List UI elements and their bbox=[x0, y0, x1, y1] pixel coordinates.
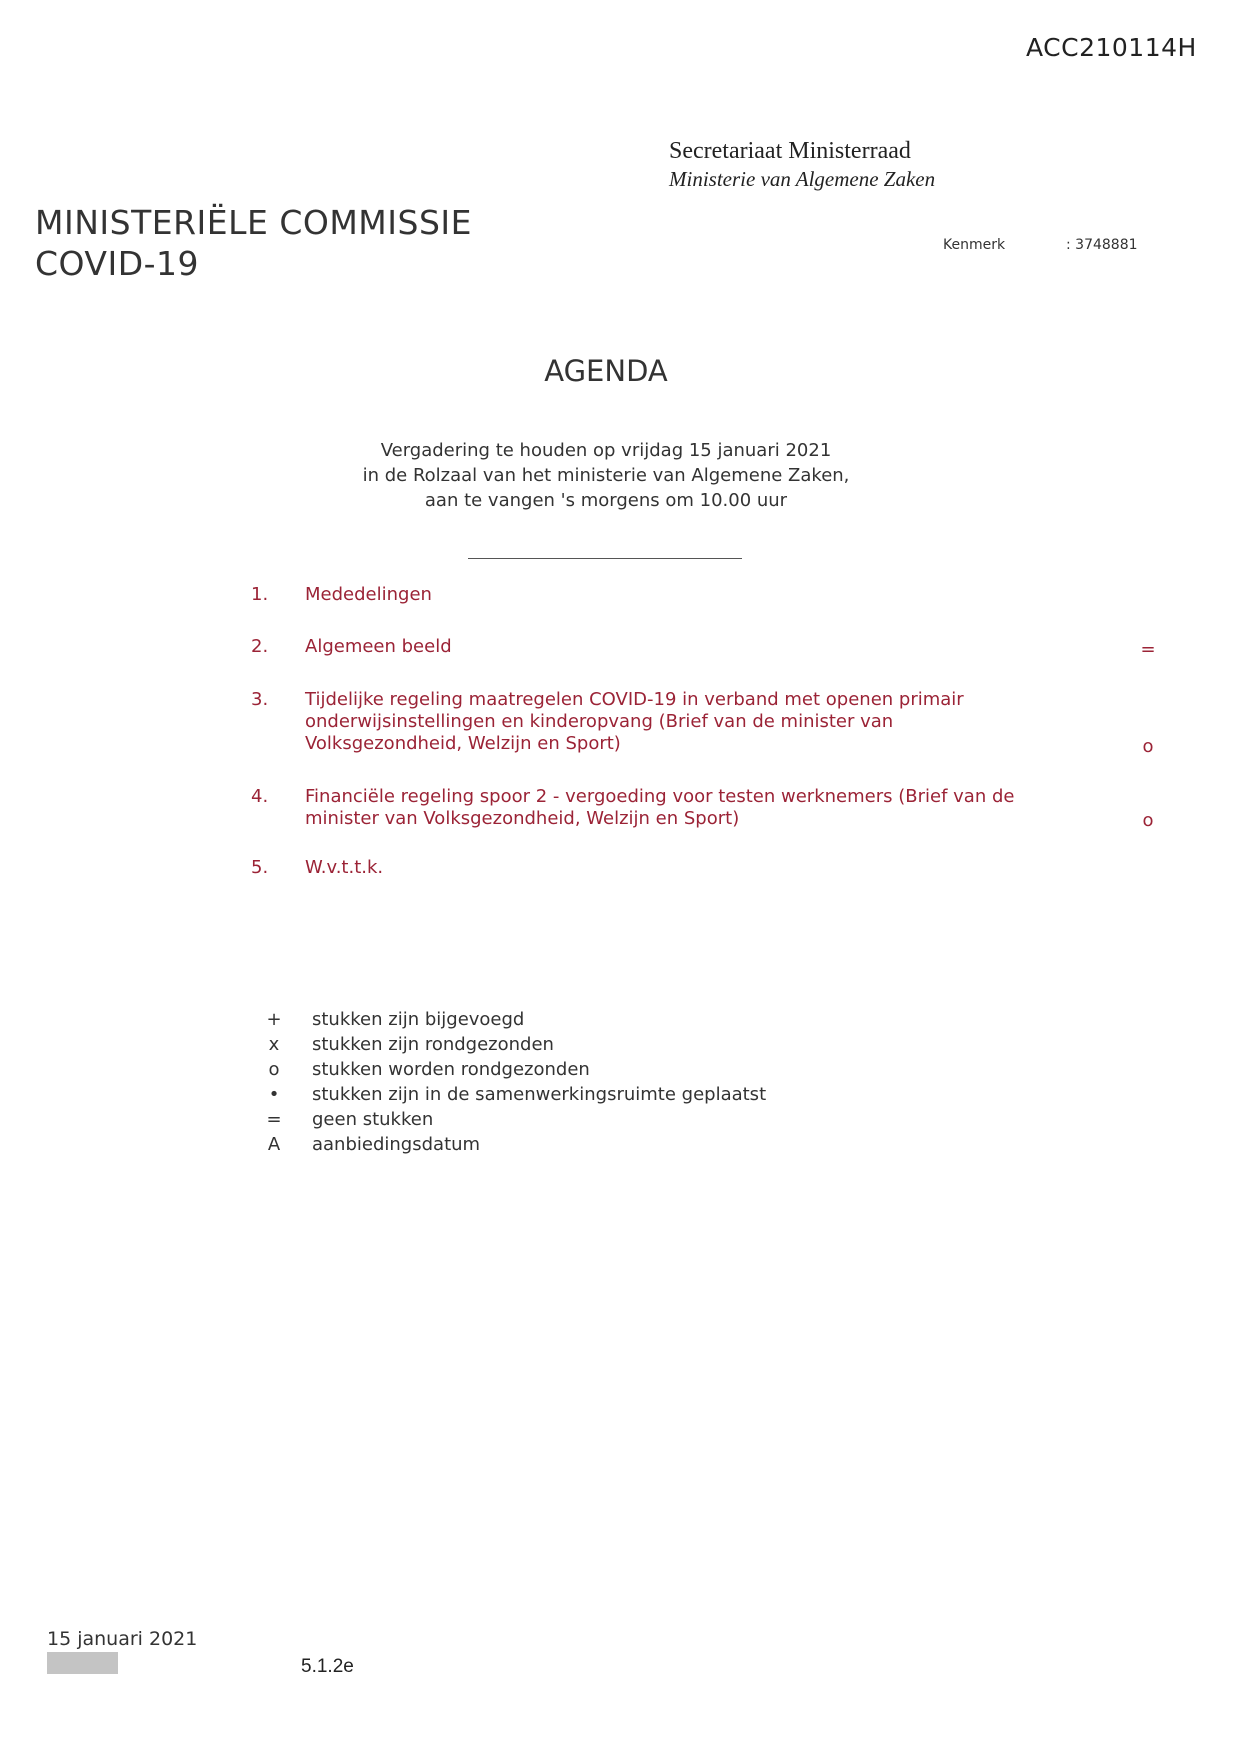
legend-row bbox=[0, 1009, 900, 1034]
reference-value: : 3748881 bbox=[1066, 237, 1138, 253]
agenda-item-number: 2. bbox=[251, 636, 269, 657]
agenda-item-line: minister van Volksgezondheid, Welzijn en Sport) bbox=[305, 808, 740, 829]
agenda-item-text bbox=[305, 584, 1080, 606]
legend-row bbox=[0, 1084, 900, 1109]
meeting-details bbox=[0, 438, 1212, 513]
agenda-item-line: Volksgezondheid, Welzijn en Sport) bbox=[305, 733, 621, 754]
legend-row bbox=[0, 1034, 900, 1059]
agenda-title: AGENDA bbox=[544, 354, 668, 388]
meeting-location-line: in de Rolzaal van het ministerie van Algemene Zaken, bbox=[362, 465, 850, 486]
footer-date: 15 januari 2021 bbox=[47, 1628, 198, 1650]
agenda-item-line: Mededelingen bbox=[305, 584, 432, 605]
meeting-time-line: aan te vangen 's morgens om 10.00 uur bbox=[424, 490, 788, 511]
agenda-item-number: 3. bbox=[251, 689, 269, 710]
legend-text: stukken zijn bijgevoegd bbox=[312, 1009, 525, 1030]
agenda-item-line: Financiële regeling spoor 2 - vergoeding voor testen werknemers (Brief van de bbox=[305, 786, 1015, 807]
agenda-item-text bbox=[305, 636, 1080, 658]
legend-symbol: + bbox=[266, 1009, 282, 1030]
document-code: ACC210114H bbox=[1026, 33, 1197, 62]
legend-row bbox=[0, 1109, 900, 1134]
legend-symbol: A bbox=[267, 1134, 281, 1155]
legend-symbol: o bbox=[268, 1059, 280, 1080]
redaction-block bbox=[47, 1652, 118, 1674]
agenda-item-line: W.v.t.t.k. bbox=[305, 857, 384, 878]
legend-text: aanbiedingsdatum bbox=[312, 1134, 481, 1155]
agenda-item-number: 1. bbox=[251, 584, 269, 605]
separator-line bbox=[468, 558, 742, 559]
agenda-item-status-mark: o bbox=[1142, 810, 1154, 831]
agenda-item-status-mark: = bbox=[1140, 639, 1156, 660]
legend-symbol: x bbox=[268, 1034, 280, 1055]
agenda-item-line: Tijdelijke regeling maatregelen COVID-19 in verband met openen primair bbox=[305, 689, 964, 710]
commission-title-line2: COVID-19 bbox=[35, 244, 200, 283]
secretariat-name: Secretariaat Ministerraad bbox=[669, 138, 911, 164]
agenda-item-number: 4. bbox=[251, 786, 269, 807]
legend-text: stukken worden rondgezonden bbox=[312, 1059, 590, 1080]
legend-symbol: • bbox=[268, 1084, 280, 1105]
agenda-item-text bbox=[305, 786, 1080, 830]
legend-text: stukken zijn in de samenwerkingsruimte geplaatst bbox=[312, 1084, 767, 1105]
commission-title-line1: MINISTERIËLE COMMISSIE bbox=[35, 203, 472, 242]
reference-label: Kenmerk bbox=[943, 237, 1006, 253]
agenda-item-line: Algemeen beeld bbox=[305, 636, 452, 657]
legend-row bbox=[0, 1059, 900, 1084]
ministry-name: Ministerie van Algemene Zaken bbox=[669, 167, 936, 191]
legend-text: stukken zijn rondgezonden bbox=[312, 1034, 554, 1055]
legend-text: geen stukken bbox=[312, 1109, 434, 1130]
agenda-item-text bbox=[305, 689, 1080, 755]
agenda-item-line: onderwijsinstellingen en kinderopvang (Brief van de minister van bbox=[305, 711, 894, 732]
legend-symbol: = bbox=[266, 1109, 282, 1130]
commission-title bbox=[35, 202, 472, 284]
redaction-code: 5.1.2e bbox=[301, 1656, 354, 1677]
agenda-item-number: 5. bbox=[251, 857, 269, 878]
legend-row bbox=[0, 1134, 900, 1159]
agenda-item-text bbox=[305, 857, 1080, 879]
meeting-date-line: Vergadering te houden op vrijdag 15 januari 2021 bbox=[380, 440, 832, 461]
agenda-item-status-mark: o bbox=[1142, 736, 1154, 757]
